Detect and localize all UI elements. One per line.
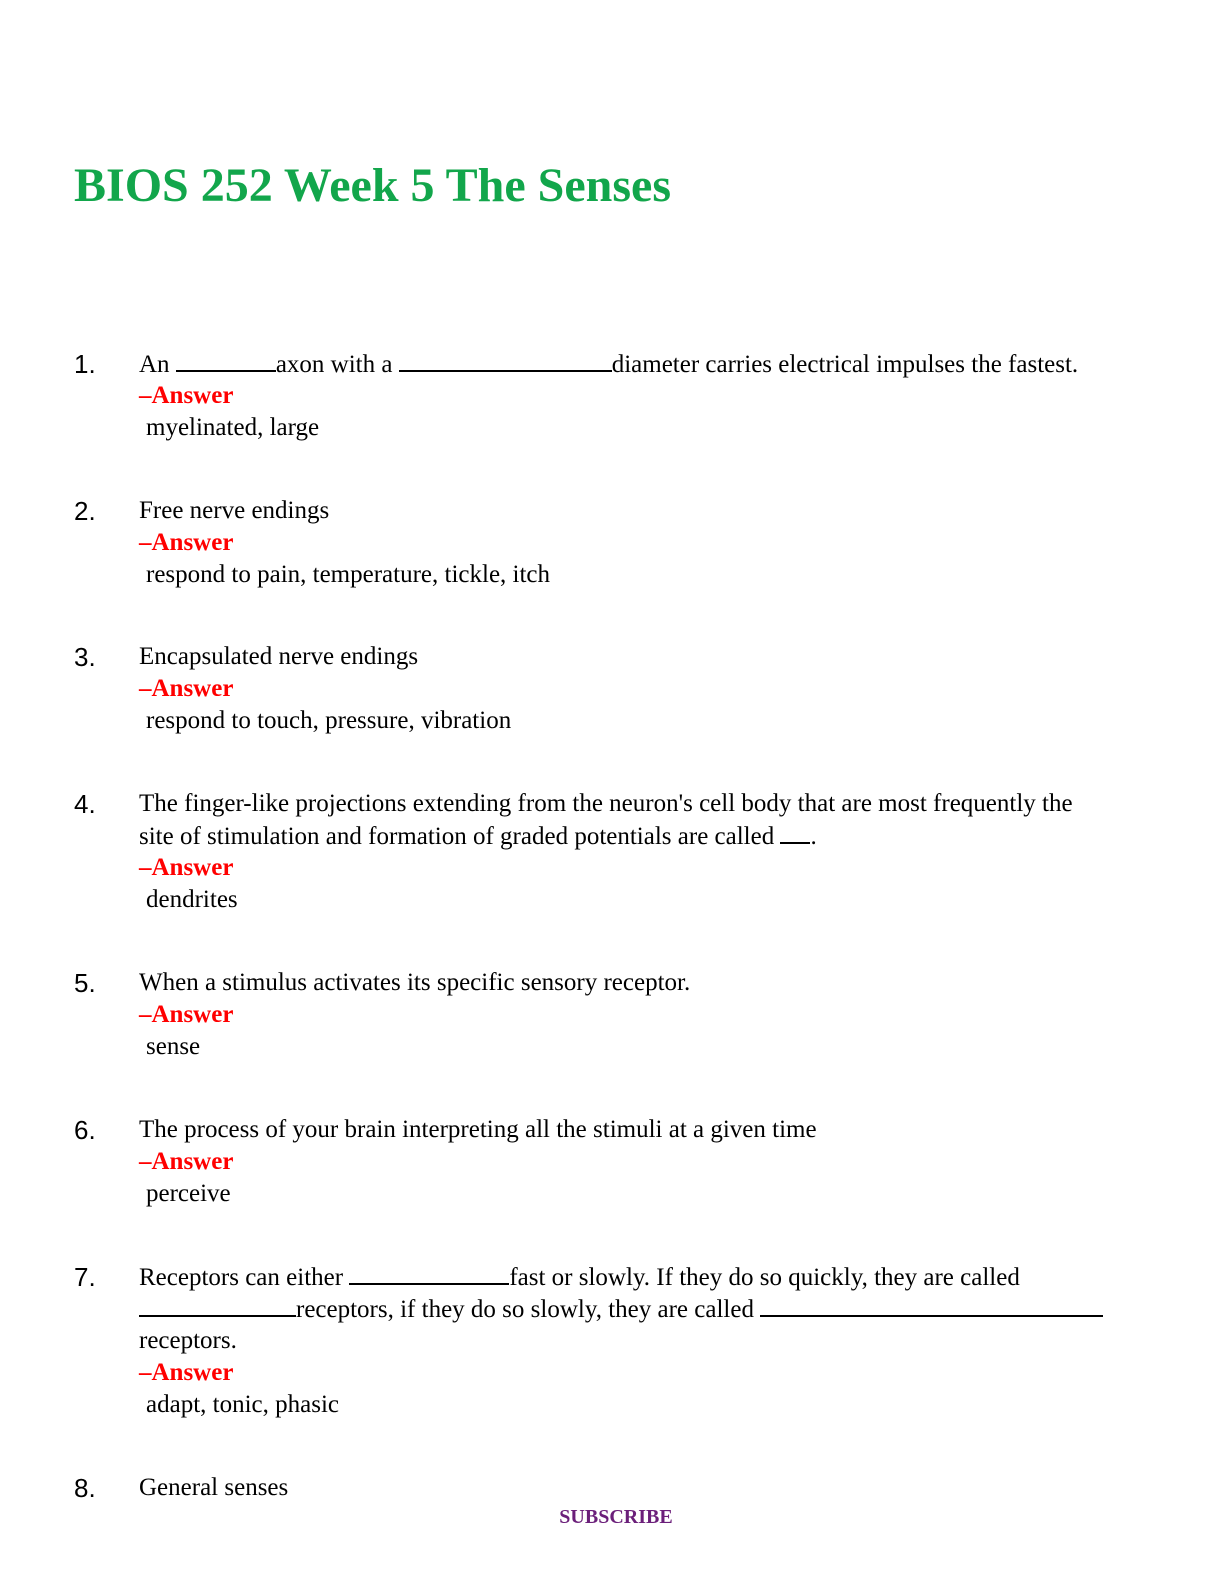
question-text-segment: . xyxy=(810,823,817,850)
question-text-segment: axon with a xyxy=(275,351,399,378)
question-body xyxy=(139,348,1189,444)
question-text xyxy=(139,1261,1189,1293)
question-text xyxy=(139,820,1189,852)
question-number: 4. xyxy=(74,789,96,819)
answer-blank xyxy=(399,348,612,372)
question-text: General senses xyxy=(139,1474,289,1501)
question-text: The process of your brain interpreting all the stimuli at a given time xyxy=(139,1116,817,1143)
question-text-segment: fast or slowly. If they do so quickly, they are called xyxy=(509,1264,1020,1291)
answer-blank xyxy=(139,1293,296,1317)
answer-text: respond to pain, temperature, tickle, itch xyxy=(146,561,551,588)
answer-text: respond to touch, pressure, vibration xyxy=(146,707,512,734)
answer-blank xyxy=(176,348,276,372)
question-text-segment: An xyxy=(139,351,176,378)
answer-text: myelinated, large xyxy=(146,414,320,441)
question-body xyxy=(139,1114,1189,1210)
question-number: 8. xyxy=(74,1473,96,1503)
answer-blank xyxy=(760,1293,1103,1317)
page-title: BIOS 252 Week 5 The Senses xyxy=(74,159,672,212)
question-number: 2. xyxy=(74,496,96,526)
question-text-segment: Receptors can either xyxy=(139,1264,350,1291)
question-body xyxy=(139,788,1189,916)
answer-label: –Answer xyxy=(139,382,234,409)
question-number: 6. xyxy=(74,1115,96,1145)
question-body xyxy=(139,1472,1189,1504)
question-text-segment: diameter carries electrical impulses the fastest. xyxy=(611,351,1079,378)
answer-text: sense xyxy=(146,1033,201,1060)
question-body xyxy=(139,1261,1189,1421)
question-text-segment: receptors, if they do so slowly, they are called xyxy=(296,1296,761,1323)
answer-label: –Answer xyxy=(139,1148,234,1175)
answer-label: –Answer xyxy=(139,1359,234,1386)
answer-label: –Answer xyxy=(139,675,234,702)
question-text: The finger-like projections extending from the neuron's cell body that are most frequently the xyxy=(139,790,1073,817)
question-number: 5. xyxy=(74,968,96,998)
question-text: receptors. xyxy=(139,1327,237,1354)
answer-label: –Answer xyxy=(139,1001,234,1028)
answer-blank xyxy=(780,820,810,844)
question-body xyxy=(139,641,1189,737)
question-text: When a stimulus activates its specific sensory receptor. xyxy=(139,969,691,996)
question-number: 1. xyxy=(74,349,96,379)
question-text xyxy=(139,1293,1189,1325)
answer-text: perceive xyxy=(146,1180,231,1207)
answer-blank xyxy=(349,1261,509,1285)
answer-label: –Answer xyxy=(139,529,234,556)
question-number: 7. xyxy=(74,1262,96,1292)
question-text xyxy=(139,348,1189,380)
question-text: Free nerve endings xyxy=(139,497,330,524)
question-text-segment: site of stimulation and formation of graded potentials are called xyxy=(139,823,781,850)
answer-label: –Answer xyxy=(139,854,234,881)
question-text: Encapsulated nerve endings xyxy=(139,643,419,670)
question-number: 3. xyxy=(74,642,96,672)
question-body xyxy=(139,495,1189,591)
answer-text: dendrites xyxy=(146,886,238,913)
answer-text: adapt, tonic, phasic xyxy=(146,1391,339,1418)
subscribe-link[interactable]: SUBSCRIBE xyxy=(559,1506,673,1528)
question-body xyxy=(139,967,1189,1063)
